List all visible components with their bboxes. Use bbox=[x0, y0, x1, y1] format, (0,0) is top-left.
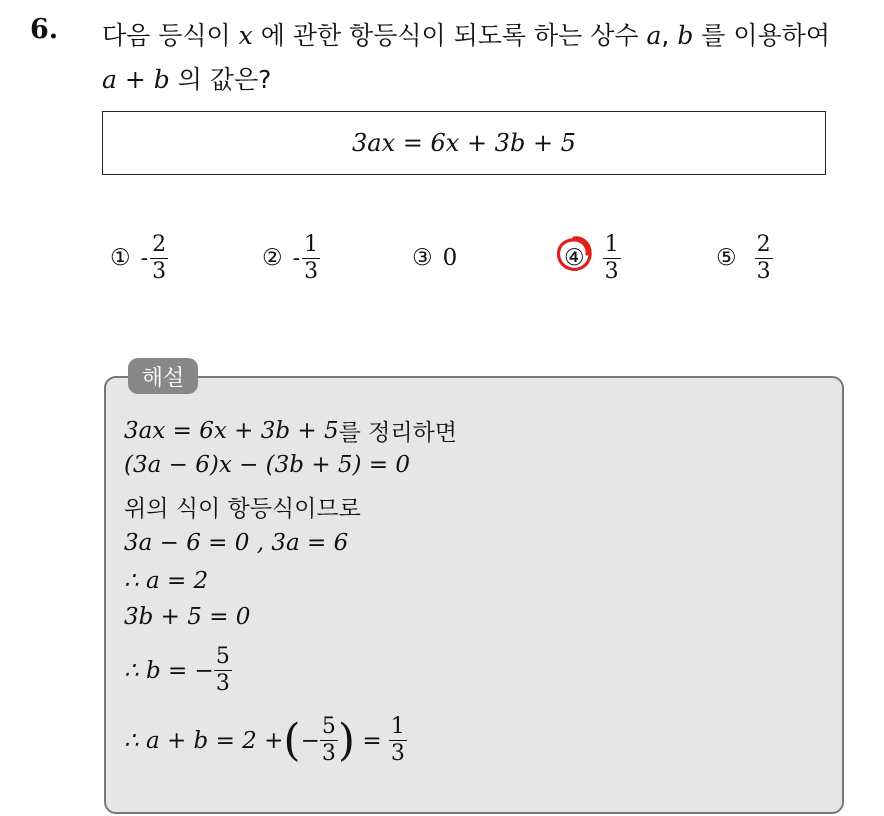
numerator: 1 bbox=[604, 231, 619, 257]
solution-line-8 bbox=[124, 714, 407, 767]
choice-number: ④ bbox=[564, 245, 585, 271]
solution-line-7 bbox=[124, 644, 232, 697]
solution-line-1 bbox=[124, 414, 457, 447]
variable-x: x bbox=[238, 21, 253, 50]
fraction bbox=[603, 232, 621, 285]
variable-b: b bbox=[677, 21, 694, 50]
denominator: 3 bbox=[756, 258, 771, 284]
variable-a: a bbox=[646, 21, 662, 50]
question-number: 6. bbox=[30, 14, 59, 45]
fraction bbox=[150, 232, 168, 285]
question-text-part: 의 값은? bbox=[169, 65, 272, 94]
question-text-part: 를 이용하여 bbox=[693, 21, 830, 50]
choice-value: 0 bbox=[442, 245, 458, 271]
fraction bbox=[320, 714, 338, 767]
numerator: 1 bbox=[390, 714, 405, 739]
choice-2[interactable] bbox=[262, 228, 320, 288]
comma: , bbox=[661, 21, 670, 50]
solution-line-3: 위의 식이 항등식이므로 bbox=[124, 496, 361, 522]
equation-box bbox=[102, 111, 826, 175]
question-text-part: 에 관한 항등식이 되도록 하는 상수 bbox=[252, 21, 647, 50]
question-text bbox=[102, 14, 872, 102]
minus-sign: - bbox=[292, 245, 301, 271]
answer-circle-mark bbox=[554, 234, 594, 274]
minus-sign: - bbox=[140, 245, 149, 271]
solution-line-6: 3b + 5 = 0 bbox=[124, 604, 251, 630]
choice-5[interactable] bbox=[716, 228, 773, 288]
fraction bbox=[214, 644, 232, 697]
choice-number: ② bbox=[262, 245, 283, 271]
minus-sign: − bbox=[300, 727, 320, 754]
equation-text: 3ax = 6x + 3b + 5 bbox=[352, 129, 576, 157]
numerator: 2 bbox=[756, 231, 771, 257]
denominator: 3 bbox=[215, 671, 230, 696]
denominator: 3 bbox=[390, 741, 405, 766]
solution-line-4: 3a − 6 = 0 , 3a = 6 bbox=[124, 530, 349, 556]
choice-number: ⑤ bbox=[716, 245, 737, 271]
choice-number: ① bbox=[110, 245, 131, 271]
denominator: 3 bbox=[604, 258, 619, 284]
choice-3[interactable] bbox=[412, 228, 457, 288]
solution-line-5: ∴ a = 2 bbox=[124, 568, 209, 594]
numerator: 5 bbox=[321, 714, 336, 739]
choice-number: ③ bbox=[412, 245, 433, 271]
math-expression: 3ax = 6x + 3b + 5 bbox=[124, 417, 339, 444]
left-paren: ( bbox=[283, 714, 301, 766]
denominator: 3 bbox=[321, 741, 336, 766]
solution-line-2: (3a − 6)x − (3b + 5) = 0 bbox=[124, 452, 411, 478]
numerator: 2 bbox=[152, 231, 167, 257]
fraction bbox=[755, 232, 773, 285]
solution-text: 를 정리하면 bbox=[338, 420, 457, 446]
numerator: 1 bbox=[304, 231, 319, 257]
fraction bbox=[302, 232, 320, 285]
fraction bbox=[389, 714, 407, 767]
math-expression: ∴ a + b = 2 + bbox=[124, 727, 284, 754]
denominator: 3 bbox=[152, 258, 167, 284]
math-expression: ∴ b = − bbox=[124, 657, 214, 684]
choice-1[interactable] bbox=[110, 228, 168, 288]
right-paren: ) bbox=[337, 714, 356, 766]
numerator: 5 bbox=[215, 644, 230, 669]
denominator: 3 bbox=[304, 258, 319, 284]
equals-sign: = bbox=[355, 727, 389, 754]
solution-tag: 해설 bbox=[128, 358, 198, 394]
sum-expression: a + b bbox=[102, 65, 170, 94]
question-text-part: 다음 등식이 bbox=[102, 21, 239, 50]
